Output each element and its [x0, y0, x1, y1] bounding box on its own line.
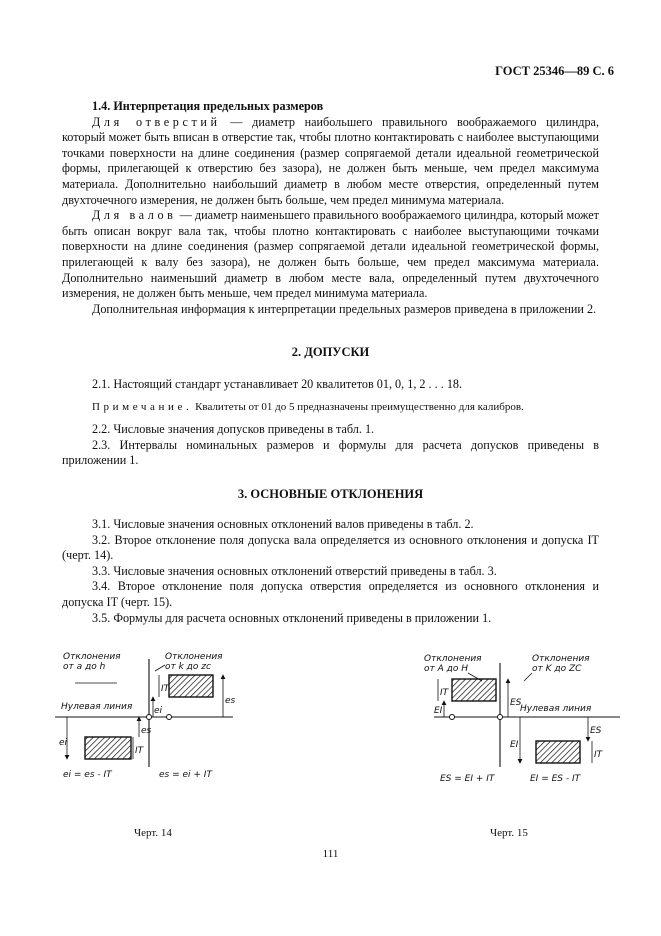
shafts-paragraph [62, 208, 599, 302]
shafts-lead: Для валов [92, 208, 177, 223]
fig15-label-right-2: от K до ZC [532, 664, 582, 674]
paragraph-2-2: 2.2. Числовые значения допусков приведены в табл. 1. [92, 422, 375, 437]
note-lead: Примечание. [92, 400, 193, 413]
fig15-formula-right: EI = ES - IT [530, 774, 581, 784]
fig14-label-right-2: от k до zc [165, 662, 211, 672]
page-number: 111 [322, 848, 339, 860]
fig15-formula-left: ES = EI + IT [440, 774, 495, 784]
fig14-ei-label: ei [59, 738, 68, 748]
fig15-es-label: ES [510, 698, 522, 708]
fig14-formula-right: es = ei + IT [159, 770, 212, 780]
fig14-field-point [167, 715, 172, 720]
figure-14-caption: Черт. 14 [134, 827, 172, 839]
fig15-it-label: IT [440, 688, 449, 698]
fig15-ei2-label: EI [510, 740, 519, 750]
paragraph-3-2: 3.2. Второе отклонение поля допуска вала определяется из основного отклонения и допуска IT (черт. 14). [62, 532, 599, 563]
figure-15-caption: Черт. 15 [490, 827, 528, 839]
fig15-upper-field [452, 679, 496, 701]
page-header: ГОСТ 25346—89 С. 6 [495, 64, 614, 78]
fig15-ei-label: EI [434, 706, 443, 716]
additional-info-paragraph: Дополнительная информация к интерпретации предельных размеров приведена в приложении 2. [92, 301, 597, 316]
paragraph-3-3: 3.3. Числовые значения основных отклонений отверстий приведены в табл. 3. [92, 563, 497, 578]
section-3-title: 3. ОСНОВНЫЕ ОТКЛОНЕНИЯ [237, 487, 424, 501]
section-1-4-title: 1.4. Интерпретация предельных размеров [92, 99, 324, 113]
paragraph-3-1: 3.1. Числовые значения основных отклонений валов приведены в табл. 2. [92, 517, 474, 531]
fig14-es-label: es [141, 726, 152, 736]
fig15-label-left-2: от A до H [424, 664, 468, 674]
fig14-zero-line-label: Нулевая линия [61, 702, 133, 712]
paragraph-3-5: 3.5. Формулы для расчета основных отклонений приведены в приложении 1. [92, 610, 492, 625]
fig14-upper-field [169, 675, 213, 697]
fig14-es2-label: es [225, 696, 236, 706]
figure-15-diagram [420, 645, 650, 795]
note-paragraph [62, 400, 599, 416]
fig15-label-left-1: Отклонения [424, 654, 482, 664]
fig14-formula-left: ei = es - IT [63, 770, 112, 780]
fig14-axis-point [147, 715, 152, 720]
paragraph-2-1: 2.1. Настоящий стандарт устанавливает 20 квалитетов 01, 0, 1, 2 . . . 18. [92, 377, 463, 391]
fig14-label-left-1: Отклонения [63, 652, 121, 662]
fig14-label-right-1: Отклонения [165, 652, 223, 662]
shafts-text: — диаметр наименьшего правильного воображаемого цилиндра, который может быть описан вокруг вала так, чтобы плотно контактировать с наиболее выступающими точками поверхности на длине соединения (размер сопрягаемой детали идеальной геометрической формы, прилегающей к валу без зазора), не должен быть больше, чем предел максимума материала. Дополнительно наименьший диаметр в любом месте вала, определенный путем двухточечного измерения, не должен быть меньше, чем предел минимума материала. [62, 208, 599, 301]
fig15-es2-label: ES [590, 726, 602, 736]
figure-14-diagram [55, 645, 315, 795]
note-text: Квалитеты от 01 до 5 предназначены преимущественно для калибров. [192, 400, 524, 413]
fig14-label-left-2: от a до h [63, 662, 106, 672]
paragraph-3-4: 3.4. Второе отклонение поля допуска отверстия определяется из основного отклонения и допуска IT (черт. 15). [62, 579, 599, 609]
fig15-leader-right [524, 673, 532, 681]
section-2-title: 2. ДОПУСКИ [291, 345, 370, 359]
holes-text: — диаметр наибольшего правильного воображаемого цилиндра, который может быть вписан в отверстие так, чтобы плотно контактировать с наиболее выступающими точками поверхности на длине соединения (размер сопрягаемой детали идеальной геометрической формы, прилегающей к отверстию без зазора), не должен быть меньше, чем предел максимума материала. Дополнительно наибольший диаметр в любом месте отверстия, определенный путем двухточечного измерения, не должен быть больше, чем предел минимума материала. [62, 114, 599, 207]
fig15-lower-field [536, 741, 580, 763]
fig14-ei2-label: ei [154, 706, 163, 716]
fig15-axis-point [498, 715, 503, 720]
paragraph-2-3: 2.3. Интервалы номинальных размеров и формулы для расчета допусков приведены в приложении 1. [62, 437, 599, 468]
fig14-it2-label: IT [161, 684, 170, 694]
fig14-leader-right [155, 665, 165, 671]
holes-paragraph [62, 115, 599, 209]
fig15-label-right-1: Отклонения [532, 654, 590, 664]
holes-lead: Для отверстий [92, 114, 221, 129]
fig15-zero-line-label: Нулевая линия [520, 704, 592, 714]
fig15-field-point [450, 715, 455, 720]
fig14-it-label: IT [135, 746, 144, 756]
fig15-it2-label: IT [594, 750, 603, 760]
section-1-4 [62, 99, 599, 317]
section-3 [62, 517, 599, 626]
fig14-lower-field [85, 737, 131, 759]
section-2 [62, 377, 599, 469]
